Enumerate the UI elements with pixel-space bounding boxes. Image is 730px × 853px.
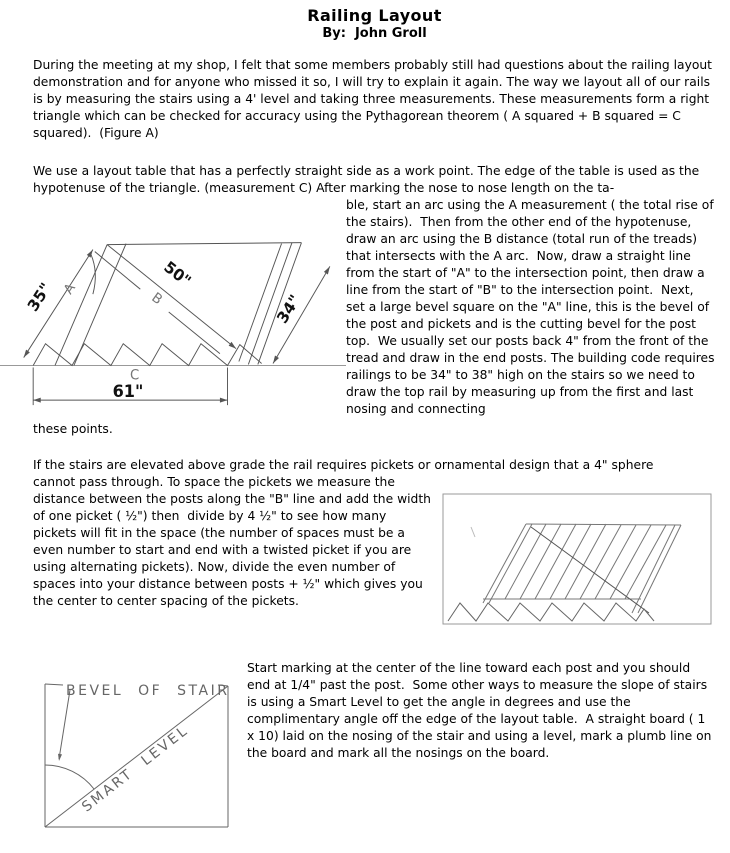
- label-b: B: [148, 289, 166, 309]
- dim-61-label: 61": [112, 381, 144, 402]
- figure-frame: [443, 494, 711, 624]
- label-a: A: [60, 280, 79, 298]
- caption-leader: [59, 690, 70, 759]
- arrowhead: [229, 342, 236, 349]
- dim-35-label: 35": [24, 279, 55, 315]
- smart-level-diagonal: [45, 686, 228, 827]
- paragraph-layout-table-tail: these points.: [33, 422, 113, 436]
- arrowhead: [24, 350, 30, 358]
- bevel-figure: [20, 654, 245, 844]
- stair-profile: [448, 603, 654, 621]
- dim-50-label: 50": [160, 257, 195, 291]
- arrowhead: [33, 398, 41, 403]
- byline: By: John Groll: [322, 26, 427, 41]
- bevel-arc: [45, 765, 94, 789]
- smart-level-label: SMART LEVEL: [79, 722, 192, 816]
- paragraph-layout-table-intro: We use a layout table that has a perfectly straight side as a work point. The edge of the table is used as the hypotenuse of the triangle. (measurement C) After marking the nose to nose length on the ta-: [33, 164, 704, 195]
- paragraph-pickets-intro: If the stairs are elevated above grade the rail requires pickets or ornamental design that a 4" sphere: [33, 458, 654, 472]
- bevel-row: [20, 654, 716, 844]
- paragraph-layout-table-rest: ble, start an arc using the A measurement ( the total rise of the stairs). Then from the other end of the hypotenuse, draw an arc using the B distance (total run of the treads) that intersects with the A arc. Now, draw a straight line from the start of "A" to the intersection point, then draw a line from the start of "B" to the intersection point. Next, set a large bevel square on the "A" line, this is the bevel of the post and pickets and is the cutting bevel for the post top. We usually set our posts back 4" from the front of the tread and draw in the end posts. The building code requires railings to be 34" to 38" high on the stairs so we need to draw the top rail by measuring up from the first and last nosing and connecting: [346, 198, 719, 416]
- paragraph-pickets-rest: cannot pass through. To space the pickets we measure the distance between the posts along the "B" line and add the width of one picket ( ½") then divide by 4 ½" to see how many pickets will fit in the space (the number of spaces must be a even number to start and end with a twisted picket if you are using alternating pickets). Now, divide the even number of spaces into your distance between posts + ½" which gives you the center to center spacing of the pickets.: [33, 475, 435, 608]
- dim-34-label: 34": [273, 291, 305, 327]
- paragraph-marking: Start marking at the center of the line toward each post and you should end at 1/4" past the post. Some other ways to measure the slope of stairs is using a Smart Level to get the angle in degrees and use the complimentary angle off the edge of the layout table. A straight board ( 1 x 10) laid on the nosing of the stair and using a level, mark a plumb line on the board and mark all the nosings on the board.: [247, 661, 716, 760]
- pickets: [505, 524, 666, 599]
- paragraph-intro: During the meeting at my shop, I felt that some members probably still had questions about the railing layout demonstration and for anyone who missed it so, I will try to explain it again. The way we layout all of our rails is by measuring the stairs using a 4' level and taking three measurements. These measurements form a right triangle which can be checked for accuracy using the Pythagorean theorem ( A squared + B squared = C squared). (Figure A): [33, 58, 716, 140]
- bevel-caption: BEVEL OF STAIR: [66, 683, 230, 699]
- arrowhead: [58, 754, 62, 761]
- left-stringer-band: [55, 244, 126, 366]
- arrowhead: [220, 398, 228, 403]
- stair-profile: [33, 344, 261, 366]
- pickets-row: [33, 474, 716, 626]
- arrowhead: [273, 355, 279, 363]
- page-title: Railing Layout: [307, 6, 442, 25]
- nosing-diagonal: [531, 527, 649, 613]
- label-c: C: [129, 367, 140, 384]
- top-edge-line: [107, 243, 301, 245]
- pickets-figure: [436, 491, 716, 626]
- stray-tick: [471, 527, 475, 537]
- dimension-b: [95, 245, 236, 354]
- figure-a-row: [0, 197, 719, 418]
- figure-a-drawing: [0, 205, 346, 415]
- arrowhead: [324, 266, 330, 274]
